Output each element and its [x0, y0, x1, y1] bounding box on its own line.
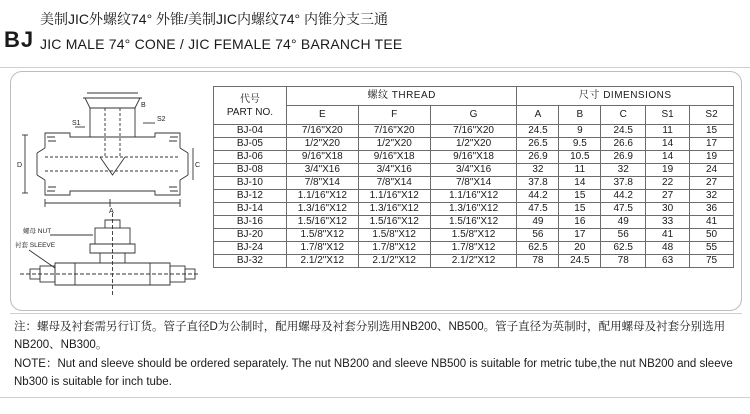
note-divider	[10, 313, 742, 314]
cell-b: 20	[559, 242, 601, 255]
table-row	[214, 190, 734, 203]
cell-part: BJ-10	[214, 177, 287, 190]
title-english: JIC MALE 74° CONE / JIC FEMALE 74° BARANCH TEE	[40, 36, 403, 52]
cell-g: 1.7/8"X12	[430, 242, 517, 255]
cell-c: 44.2	[601, 190, 646, 203]
cell-b: 17	[559, 229, 601, 242]
cell-g: 2.1/2"X12	[430, 255, 517, 268]
cell-s1: 14	[646, 151, 690, 164]
sleeve-label: 衬套 SLEEVE	[15, 242, 56, 249]
cell-e: 1.5/16"X12	[286, 216, 358, 229]
cell-b: 11	[559, 164, 601, 177]
cell-s1: 41	[646, 229, 690, 242]
cell-g: 1/2"X20	[430, 138, 517, 151]
cell-s1: 30	[646, 203, 690, 216]
cell-f: 7/8"X14	[358, 177, 430, 190]
cell-s2: 55	[690, 242, 734, 255]
cell-f: 1.7/8"X12	[358, 242, 430, 255]
cell-s2: 50	[690, 229, 734, 242]
cell-part: BJ-20	[214, 229, 287, 242]
cell-s1: 48	[646, 242, 690, 255]
cell-f: 1/2"X20	[358, 138, 430, 151]
cell-f: 2.1/2"X12	[358, 255, 430, 268]
cell-c: 26.6	[601, 138, 646, 151]
part-no-header	[214, 87, 287, 125]
cell-a: 32	[517, 164, 559, 177]
cell-e: 7/8"X14	[286, 177, 358, 190]
cell-s2: 17	[690, 138, 734, 151]
title-chinese: 美制JIC外螺纹74° 外锥/美制JIC内螺纹74° 内锥分支三通	[40, 11, 389, 27]
cell-a: 47.5	[517, 203, 559, 216]
dim-s1-label: S1	[72, 120, 81, 127]
cell-s2: 75	[690, 255, 734, 268]
cell-a: 78	[517, 255, 559, 268]
cell-part: BJ-16	[214, 216, 287, 229]
cell-s1: 22	[646, 177, 690, 190]
cell-part: BJ-05	[214, 138, 287, 151]
cell-f: 9/16"X18	[358, 151, 430, 164]
cell-a: 62.5	[517, 242, 559, 255]
cell-b: 10.5	[559, 151, 601, 164]
cell-b: 16	[559, 216, 601, 229]
cell-a: 37.8	[517, 177, 559, 190]
cell-s1: 19	[646, 164, 690, 177]
cell-part: BJ-12	[214, 190, 287, 203]
cell-g: 1.5/16"X12	[430, 216, 517, 229]
cell-e: 3/4"X16	[286, 164, 358, 177]
cell-c: 78	[601, 255, 646, 268]
cell-e: 1.5/8"X12	[286, 229, 358, 242]
cell-part: BJ-04	[214, 125, 287, 138]
dimensions-group-header: 尺寸 DIMENSIONS	[517, 87, 734, 106]
cell-s1: 33	[646, 216, 690, 229]
table-row	[214, 242, 734, 255]
cell-b: 15	[559, 190, 601, 203]
col-header-e: E	[286, 106, 358, 125]
table-row	[214, 255, 734, 268]
cell-g: 7/8"X14	[430, 177, 517, 190]
cell-e: 9/16"X18	[286, 151, 358, 164]
part-no-header-en: PART NO.	[226, 106, 273, 118]
cell-b: 14	[559, 177, 601, 190]
part-no-header-cn: 代号	[239, 93, 260, 105]
cell-a: 44.2	[517, 190, 559, 203]
table-row	[214, 164, 734, 177]
table-row	[214, 177, 734, 190]
cell-f: 1.1/16"X12	[358, 190, 430, 203]
cell-part: BJ-32	[214, 255, 287, 268]
cell-f: 1.5/8"X12	[358, 229, 430, 242]
cell-c: 47.5	[601, 203, 646, 216]
dim-d-label: D	[17, 162, 23, 169]
cell-e: 2.1/2"X12	[286, 255, 358, 268]
cell-c: 62.5	[601, 242, 646, 255]
cell-s2: 15	[690, 125, 734, 138]
bottom-divider	[0, 397, 750, 398]
cell-part: BJ-06	[214, 151, 287, 164]
cell-e: 1.3/16"X12	[286, 203, 358, 216]
cell-part: BJ-14	[214, 203, 287, 216]
cell-s1: 27	[646, 190, 690, 203]
table-row	[214, 151, 734, 164]
cell-s1: 11	[646, 125, 690, 138]
cell-c: 37.8	[601, 177, 646, 190]
cell-b: 9	[559, 125, 601, 138]
cell-a: 26.9	[517, 151, 559, 164]
nut-label: 螺母 NUT	[23, 228, 52, 235]
cell-b: 15	[559, 203, 601, 216]
cell-g: 3/4"X16	[430, 164, 517, 177]
dim-c-label: C	[195, 162, 201, 169]
cell-g: 1.3/16"X12	[430, 203, 517, 216]
cell-part: BJ-24	[214, 242, 287, 255]
cell-s1: 63	[646, 255, 690, 268]
cell-s2: 27	[690, 177, 734, 190]
fitting-drawing	[15, 85, 205, 300]
cell-g: 1.5/8"X12	[430, 229, 517, 242]
cell-c: 24.5	[601, 125, 646, 138]
table-row	[214, 125, 734, 138]
cell-b: 9.5	[559, 138, 601, 151]
table-row	[214, 216, 734, 229]
cell-f: 3/4"X16	[358, 164, 430, 177]
note-chinese: 注：螺母及衬套需另行订货。管子直径D为公制时，配用螺母及衬套分别选用NB200、NB500。管子直径为英制时，配用螺母及衬套分别选用NB200、NB300。	[14, 321, 726, 351]
col-header-c: C	[601, 106, 646, 125]
cell-c: 32	[601, 164, 646, 177]
cell-a: 26.5	[517, 138, 559, 151]
table-row	[214, 229, 734, 242]
table-row	[214, 138, 734, 151]
col-header-g: G	[430, 106, 517, 125]
cell-e: 1.7/8"X12	[286, 242, 358, 255]
cell-s2: 41	[690, 216, 734, 229]
thread-group-header: 螺纹 THREAD	[286, 87, 517, 106]
dim-b-label: B	[141, 102, 146, 109]
cell-c: 26.9	[601, 151, 646, 164]
cell-a: 24.5	[517, 125, 559, 138]
dim-a-label: A	[109, 208, 114, 215]
cell-c: 56	[601, 229, 646, 242]
cell-part: BJ-08	[214, 164, 287, 177]
cell-s2: 24	[690, 164, 734, 177]
cell-e: 7/16"X20	[286, 125, 358, 138]
cell-a: 49	[517, 216, 559, 229]
title-divider	[0, 67, 750, 68]
col-header-s2: S2	[690, 106, 734, 125]
cell-s2: 19	[690, 151, 734, 164]
cell-c: 49	[601, 216, 646, 229]
note-english: NOTE：Nut and sleeve should be ordered separately. The nut NB200 and sleeve NB500 is suitable for metric tube,the nut NB200 and sleeve Nb300 is suitable for inch tube.	[14, 358, 733, 388]
cell-s2: 32	[690, 190, 734, 203]
table-row	[214, 203, 734, 216]
col-header-a: A	[517, 106, 559, 125]
spec-table	[213, 86, 734, 268]
cell-g: 7/16"X20	[430, 125, 517, 138]
dim-s2-label: S2	[157, 116, 166, 123]
col-header-f: F	[358, 106, 430, 125]
cell-s1: 14	[646, 138, 690, 151]
col-header-b: B	[559, 106, 601, 125]
cell-g: 9/16"X18	[430, 151, 517, 164]
cell-f: 7/16"X20	[358, 125, 430, 138]
col-header-s1: S1	[646, 106, 690, 125]
cell-f: 1.5/16"X12	[358, 216, 430, 229]
cell-f: 1.3/16"X12	[358, 203, 430, 216]
cell-e: 1.1/16"X12	[286, 190, 358, 203]
cell-s2: 36	[690, 203, 734, 216]
cell-e: 1/2"X20	[286, 138, 358, 151]
cell-a: 56	[517, 229, 559, 242]
product-code: BJ	[4, 27, 35, 52]
cell-b: 24.5	[559, 255, 601, 268]
cell-g: 1.1/16"X12	[430, 190, 517, 203]
